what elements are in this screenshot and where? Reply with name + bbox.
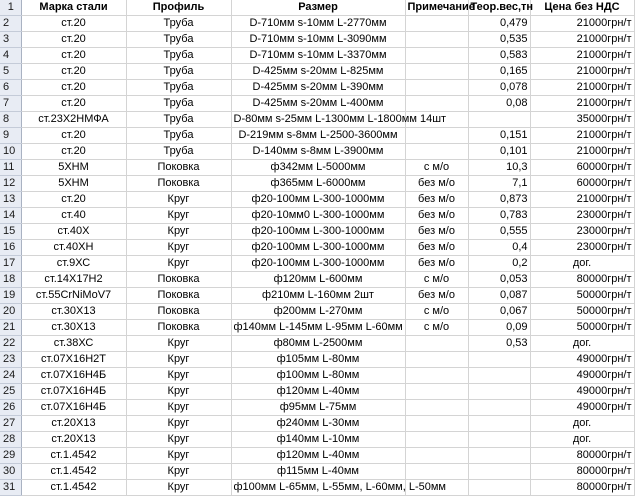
header-size[interactable]: Размер [231,0,405,16]
cell-note[interactable] [405,352,468,368]
cell-price[interactable]: 23000грн/т [530,240,634,256]
table-row [0,304,634,320]
cell-profile[interactable]: Круг [126,480,231,496]
cell-size[interactable]: ф95мм L-75мм [231,400,405,416]
cell-size[interactable]: ф200мм L-270мм [231,304,405,320]
cell-note[interactable] [405,432,468,448]
cell-grade[interactable]: ст.07Х16Н4Б [21,368,126,384]
cell-note[interactable] [405,32,468,48]
cell-grade[interactable]: ст.30Х13 [21,304,126,320]
cell-weight[interactable]: 0,101 [468,144,530,160]
cell-profile[interactable]: Поковка [126,272,231,288]
cell-price[interactable]: 21000грн/т [530,96,634,112]
cell-note[interactable] [405,80,468,96]
row-number[interactable]: 29 [0,448,21,464]
cell-grade[interactable]: ст.1.4542 [21,448,126,464]
cell-profile[interactable]: Труба [126,128,231,144]
cell-note[interactable] [405,464,468,480]
cell-grade[interactable]: ст.55CrNiMoV7 [21,288,126,304]
cell-price[interactable]: 49000грн/т [530,400,634,416]
row-number[interactable]: 27 [0,416,21,432]
cell-profile[interactable]: Круг [126,336,231,352]
cell-size[interactable]: ф20-100мм L-300-1000мм [231,256,405,272]
table-row [0,384,634,400]
cell-note[interactable]: без м/о [405,192,468,208]
cell-profile[interactable]: Поковка [126,288,231,304]
cell-note[interactable]: без м/о [405,240,468,256]
cell-weight[interactable]: 0,4 [468,240,530,256]
cell-weight[interactable] [468,400,530,416]
row-number[interactable]: 24 [0,368,21,384]
cell-size[interactable]: ф140мм L-145мм L-95мм L-60мм [231,320,405,336]
cell-price[interactable]: 21000грн/т [530,80,634,96]
table-row [0,32,634,48]
cell-price[interactable]: 21000грн/т [530,64,634,80]
cell-price[interactable]: 21000грн/т [530,48,634,64]
cell-price[interactable]: 80000грн/т [530,272,634,288]
cell-profile[interactable]: Поковка [126,304,231,320]
cell-size[interactable]: ф140мм L-10мм [231,432,405,448]
cell-grade[interactable]: ст.1.4542 [21,464,126,480]
table-row [0,160,634,176]
cell-profile[interactable]: Труба [126,48,231,64]
table-row [0,64,634,80]
cell-price[interactable]: 60000грн/т [530,176,634,192]
cell-profile[interactable]: Круг [126,384,231,400]
cell-weight[interactable]: 0,078 [468,80,530,96]
cell-note[interactable] [405,128,468,144]
row-number[interactable]: 14 [0,208,21,224]
cell-note[interactable] [405,336,468,352]
table-row [0,368,634,384]
cell-weight[interactable]: 0,783 [468,208,530,224]
cell-price[interactable]: дог. [530,416,634,432]
cell-note[interactable] [405,16,468,32]
table-row [0,176,634,192]
cell-note[interactable] [405,384,468,400]
cell-grade[interactable]: ст.20 [21,144,126,160]
table-row [0,80,634,96]
cell-note[interactable] [405,368,468,384]
cell-grade[interactable]: ст.40Х [21,224,126,240]
cell-price[interactable]: 49000грн/т [530,352,634,368]
cell-price[interactable]: 23000грн/т [530,208,634,224]
cell-grade[interactable]: ст.20 [21,32,126,48]
cell-size[interactable]: ф20-10мм0 L-300-1000мм [231,208,405,224]
cell-weight[interactable] [468,352,530,368]
cell-size[interactable]: D-219мм s-8мм L-2500-3600мм [231,128,405,144]
cell-price[interactable]: 80000грн/т [530,448,634,464]
table-row [0,240,634,256]
cell-note[interactable] [405,416,468,432]
cell-profile[interactable]: Круг [126,256,231,272]
row-number[interactable]: 15 [0,224,21,240]
row-number[interactable]: 7 [0,96,21,112]
cell-size[interactable]: D-140мм s-8мм L-3900мм [231,144,405,160]
table-row [0,208,634,224]
row-number[interactable]: 10 [0,144,21,160]
table-row [0,144,634,160]
table-row [0,480,634,496]
row-number[interactable]: 1 [0,0,21,16]
header-grade[interactable]: Марка стали [21,0,126,16]
cell-profile[interactable]: Круг [126,224,231,240]
cell-weight[interactable]: 0,08 [468,96,530,112]
cell-size[interactable]: ф120мм L-40мм [231,448,405,464]
cell-grade[interactable]: ст.20 [21,96,126,112]
table-row [0,464,634,480]
cell-grade[interactable]: ст.40 [21,208,126,224]
row-number[interactable]: 22 [0,336,21,352]
cell-weight[interactable] [468,432,530,448]
cell-grade[interactable]: ст.20 [21,80,126,96]
table-row [0,224,634,240]
cell-price[interactable]: 50000грн/т [530,288,634,304]
cell-size[interactable]: D-425мм s-20мм L-400мм [231,96,405,112]
table-row [0,112,634,128]
table-row [0,192,634,208]
cell-weight[interactable]: 0,555 [468,224,530,240]
cell-profile[interactable]: Круг [126,368,231,384]
cell-note[interactable]: с м/о [405,272,468,288]
cell-weight[interactable] [468,480,530,496]
cell-weight[interactable]: 0,09 [468,320,530,336]
cell-grade[interactable]: ст.07Х16Н2Т [21,352,126,368]
row-number[interactable]: 17 [0,256,21,272]
cell-grade[interactable]: ст.30Х13 [21,320,126,336]
cell-size[interactable]: D-710мм s-10мм L-3090мм [231,32,405,48]
cell-size[interactable]: ф115мм L-40мм [231,464,405,480]
cell-grade[interactable]: 5ХНМ [21,176,126,192]
row-number[interactable]: 25 [0,384,21,400]
cell-profile[interactable]: Поковка [126,160,231,176]
cell-note[interactable] [405,400,468,416]
cell-profile[interactable]: Труба [126,32,231,48]
row-number[interactable]: 3 [0,32,21,48]
cell-price[interactable]: дог. [530,336,634,352]
row-number[interactable]: 11 [0,160,21,176]
cell-note[interactable]: с м/о [405,320,468,336]
cell-note[interactable]: с м/о [405,304,468,320]
cell-weight[interactable] [468,384,530,400]
header-note[interactable]: Примечание [405,0,468,16]
cell-weight[interactable]: 0,479 [468,16,530,32]
cell-price[interactable]: 35000грн/т [530,112,634,128]
cell-weight[interactable]: 10,3 [468,160,530,176]
cell-note[interactable]: без м/о [405,176,468,192]
cell-price[interactable]: 60000грн/т [530,160,634,176]
cell-note[interactable]: с м/о [405,160,468,176]
cell-grade[interactable]: ст.20Х13 [21,432,126,448]
table-row [0,16,634,32]
cell-weight[interactable]: 0,053 [468,272,530,288]
cell-profile[interactable]: Круг [126,464,231,480]
table-row [0,96,634,112]
cell-weight[interactable]: 0,087 [468,288,530,304]
cell-weight[interactable]: 0,165 [468,64,530,80]
cell-grade[interactable]: ст.07Х16Н4Б [21,384,126,400]
cell-profile[interactable]: Поковка [126,176,231,192]
cell-size[interactable]: D-710мм s-10мм L-2770мм [231,16,405,32]
cell-price[interactable]: дог. [530,256,634,272]
row-number[interactable]: 5 [0,64,21,80]
cell-weight[interactable] [468,416,530,432]
cell-profile[interactable]: Круг [126,448,231,464]
cell-size[interactable]: ф100мм L-80мм [231,368,405,384]
row-number[interactable]: 23 [0,352,21,368]
header-profile[interactable]: Профиль [126,0,231,16]
cell-grade[interactable]: ст.20 [21,16,126,32]
cell-size[interactable]: ф20-100мм L-300-1000мм [231,224,405,240]
cell-note[interactable] [405,96,468,112]
cell-note[interactable]: без м/о [405,208,468,224]
cell-price[interactable]: 80000грн/т [530,464,634,480]
cell-size[interactable]: ф20-100мм L-300-1000мм [231,240,405,256]
cell-size[interactable]: D-425мм s-20мм L-825мм [231,64,405,80]
cell-price[interactable]: 49000грн/т [530,384,634,400]
table-row [0,320,634,336]
table-row [0,288,634,304]
row-number[interactable]: 28 [0,432,21,448]
cell-note[interactable]: без м/о [405,224,468,240]
cell-size[interactable]: ф80мм L-2500мм [231,336,405,352]
header-weight[interactable]: Теор.вес,тн [468,0,530,16]
cell-weight[interactable]: 0,151 [468,128,530,144]
cell-weight[interactable] [468,368,530,384]
cell-profile[interactable]: Труба [126,144,231,160]
table-row [0,128,634,144]
table-row [0,448,634,464]
cell-size[interactable]: ф210мм L-160мм 2шт [231,288,405,304]
cell-size[interactable]: D-710мм s-10мм L-3370мм [231,48,405,64]
cell-price[interactable]: 23000грн/т [530,224,634,240]
cell-size[interactable]: D-80мм s-25мм L-1300мм L-1800мм 14шт [231,112,405,128]
cell-profile[interactable]: Труба [126,112,231,128]
cell-profile[interactable]: Круг [126,240,231,256]
cell-weight[interactable] [468,112,530,128]
header-price[interactable]: Цена без НДС [530,0,634,16]
cell-note[interactable] [405,144,468,160]
cell-profile[interactable]: Круг [126,416,231,432]
cell-price[interactable]: 80000грн/т [530,480,634,496]
row-number[interactable]: 4 [0,48,21,64]
row-number[interactable]: 18 [0,272,21,288]
cell-grade[interactable]: ст.20 [21,64,126,80]
cell-grade[interactable]: ст.20Х13 [21,416,126,432]
cell-profile[interactable]: Поковка [126,320,231,336]
cell-price[interactable]: 49000грн/т [530,368,634,384]
cell-size[interactable]: ф342мм L-5000мм [231,160,405,176]
table-row [0,256,634,272]
cell-profile[interactable]: Труба [126,96,231,112]
row-number[interactable]: 6 [0,80,21,96]
table-row [0,272,634,288]
row-number[interactable]: 19 [0,288,21,304]
cell-weight[interactable] [468,448,530,464]
cell-price[interactable]: 21000грн/т [530,192,634,208]
header-row [0,0,634,16]
cell-price[interactable]: дог. [530,432,634,448]
cell-weight[interactable] [468,464,530,480]
cell-profile[interactable]: Круг [126,400,231,416]
cell-grade[interactable]: ст.07Х16Н4Б [21,400,126,416]
table-row [0,416,634,432]
row-number[interactable]: 30 [0,464,21,480]
cell-note[interactable] [405,64,468,80]
row-number[interactable]: 2 [0,16,21,32]
cell-grade[interactable]: ст.14Х17Н2 [21,272,126,288]
cell-weight[interactable]: 0,583 [468,48,530,64]
row-number[interactable]: 20 [0,304,21,320]
cell-price[interactable]: 21000грн/т [530,128,634,144]
cell-grade[interactable]: ст.40ХН [21,240,126,256]
table-row [0,352,634,368]
cell-profile[interactable]: Круг [126,432,231,448]
row-number[interactable]: 8 [0,112,21,128]
cell-note[interactable]: без м/о [405,288,468,304]
table-row [0,432,634,448]
cell-price[interactable]: 21000грн/т [530,144,634,160]
cell-size[interactable]: ф365мм L-6000мм [231,176,405,192]
row-number[interactable]: 12 [0,176,21,192]
cell-grade[interactable]: ст.20 [21,128,126,144]
cell-size[interactable]: ф120мм L-600мм [231,272,405,288]
cell-weight[interactable]: 0,53 [468,336,530,352]
table-row [0,400,634,416]
cell-profile[interactable]: Труба [126,64,231,80]
cell-price[interactable]: 21000грн/т [530,16,634,32]
row-number[interactable]: 13 [0,192,21,208]
row-number[interactable]: 16 [0,240,21,256]
cell-weight[interactable]: 0,873 [468,192,530,208]
table-row [0,48,634,64]
cell-profile[interactable]: Круг [126,208,231,224]
table-row [0,336,634,352]
cell-profile[interactable]: Труба [126,80,231,96]
cell-grade[interactable]: 5ХНМ [21,160,126,176]
cell-weight[interactable]: 0,067 [468,304,530,320]
row-number[interactable]: 21 [0,320,21,336]
cell-size[interactable]: ф20-100мм L-300-1000мм [231,192,405,208]
cell-grade[interactable]: ст.1.4542 [21,480,126,496]
cell-size[interactable]: ф105мм L-80мм [231,352,405,368]
cell-profile[interactable]: Круг [126,352,231,368]
row-number[interactable]: 9 [0,128,21,144]
cell-profile[interactable]: Труба [126,16,231,32]
cell-weight[interactable]: 0,2 [468,256,530,272]
cell-grade[interactable]: ст.20 [21,48,126,64]
row-number[interactable]: 26 [0,400,21,416]
row-number[interactable]: 31 [0,480,21,496]
cell-note[interactable] [405,48,468,64]
cell-profile[interactable]: Круг [126,192,231,208]
cell-price[interactable]: 50000грн/т [530,304,634,320]
cell-weight[interactable]: 7,1 [468,176,530,192]
cell-weight[interactable]: 0,535 [468,32,530,48]
cell-price[interactable]: 50000грн/т [530,320,634,336]
cell-size[interactable]: D-425мм s-20мм L-390мм [231,80,405,96]
cell-grade[interactable]: ст.20 [21,192,126,208]
cell-size[interactable]: ф100мм L-65мм, L-55мм, L-60мм, L-50мм [231,480,405,496]
cell-note[interactable]: без м/о [405,256,468,272]
cell-note[interactable] [405,448,468,464]
cell-price[interactable]: 21000грн/т [530,32,634,48]
cell-size[interactable]: ф240мм L-30мм [231,416,405,432]
cell-size[interactable]: ф120мм L-40мм [231,384,405,400]
cell-grade[interactable]: ст.9ХС [21,256,126,272]
cell-grade[interactable]: ст.38ХС [21,336,126,352]
cell-grade[interactable]: ст.23Х2НМФА [21,112,126,128]
